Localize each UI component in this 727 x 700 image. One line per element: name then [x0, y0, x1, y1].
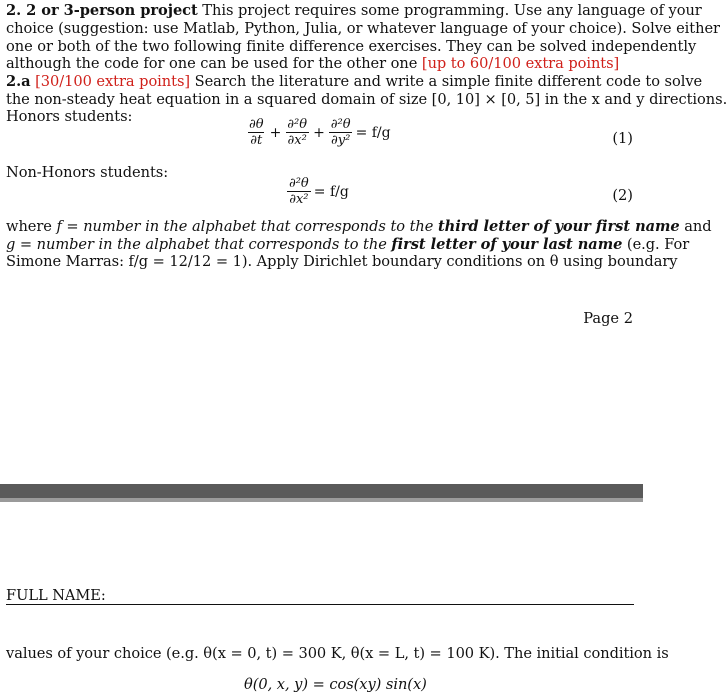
- eq1-y-second-derivative: $\frac{\text{∂²θ}}{\text{∂y²}}$: [330, 117, 351, 148]
- subproblem-2a-text: Search the literature and write a simple finite different code to solve: [190, 73, 703, 90]
- equation-2: [286, 177, 352, 206]
- where-f-emphasis: third letter of your first name: [437, 218, 680, 235]
- equation-2-number: (2): [612, 187, 633, 204]
- equation-1: [246, 118, 394, 147]
- initial-condition-equation: θ(0, x, y) = cos(xy) sin(x): [244, 676, 427, 693]
- non-honors-students-label: Non-Honors students:: [6, 164, 169, 181]
- problem-text-line-4: [6, 55, 619, 72]
- problem-text-line-4-prefix: although the code for one can be used for the other one: [6, 55, 422, 72]
- full-name-underline: [6, 604, 634, 605]
- problem-intro: This project requires some programming. Use any language of your: [197, 2, 702, 19]
- full-name-label: FULL NAME:: [6, 587, 106, 604]
- where-g-rest: (e.g. For: [622, 236, 690, 253]
- eq2-x-second-derivative: $\frac{\text{∂²θ}}{\text{∂x²}}$: [289, 176, 309, 207]
- eq1-time-derivative: $\frac{\partial\theta}{\partial t}$: [249, 117, 264, 148]
- problem-text-line-3: one or both of the two following finite difference exercises. They can be solved independently: [6, 38, 697, 55]
- subproblem-2a-line: [6, 73, 702, 90]
- eq2-rhs: = f/g: [313, 183, 349, 200]
- eq1-rhs: = f/g: [355, 124, 391, 141]
- problem-header-line: [6, 2, 702, 19]
- where-f-definition: f = number in the alphabet that corresponds to the: [56, 218, 438, 235]
- subproblem-2a-label: 2.a: [6, 73, 31, 90]
- equation-1-number: (1): [612, 130, 633, 147]
- where-prefix: where: [6, 218, 57, 235]
- where-g-emphasis: first letter of your last name: [391, 236, 623, 253]
- subproblem-2a-points: [30/100 extra points]: [30, 73, 191, 90]
- honors-students-label: Honors students:: [6, 108, 133, 125]
- page-number-label: Page 2: [583, 310, 633, 327]
- problem-text-line-2: choice (suggestion: use Matlab, Python, Julia, or whatever language of your choice). Solve either: [6, 20, 720, 37]
- where-and: and: [679, 218, 712, 235]
- boundary-conditions-line: Simone Marras: f/g = 12/12 = 1). Apply Dirichlet boundary conditions on θ using boundary: [6, 253, 678, 270]
- eq1-x-second-derivative: $\frac{\text{∂²θ}}{\text{∂x²}}$: [287, 117, 308, 148]
- where-g-definition: g = number in the alphabet that corresponds to the: [6, 236, 392, 253]
- heat-equation-domain-line: the non-steady heat equation in a squared domain of size [0, 10] × [0, 5] in the x and y directions.: [6, 91, 727, 108]
- eq1-plus-2: +: [313, 124, 325, 141]
- boundary-values-line: values of your choice (e.g. θ(x = 0, t) = 300 K, θ(x = L, t) = 100 K). The initial condition is: [6, 645, 669, 662]
- eq1-plus-1: +: [269, 124, 282, 141]
- where-f-line: [6, 218, 712, 235]
- page-separator: [0, 484, 643, 498]
- extra-points-total: [up to 60/100 extra points]: [421, 55, 620, 72]
- where-g-line: [6, 236, 689, 253]
- problem-title: 2. 2 or 3-person project: [6, 2, 198, 19]
